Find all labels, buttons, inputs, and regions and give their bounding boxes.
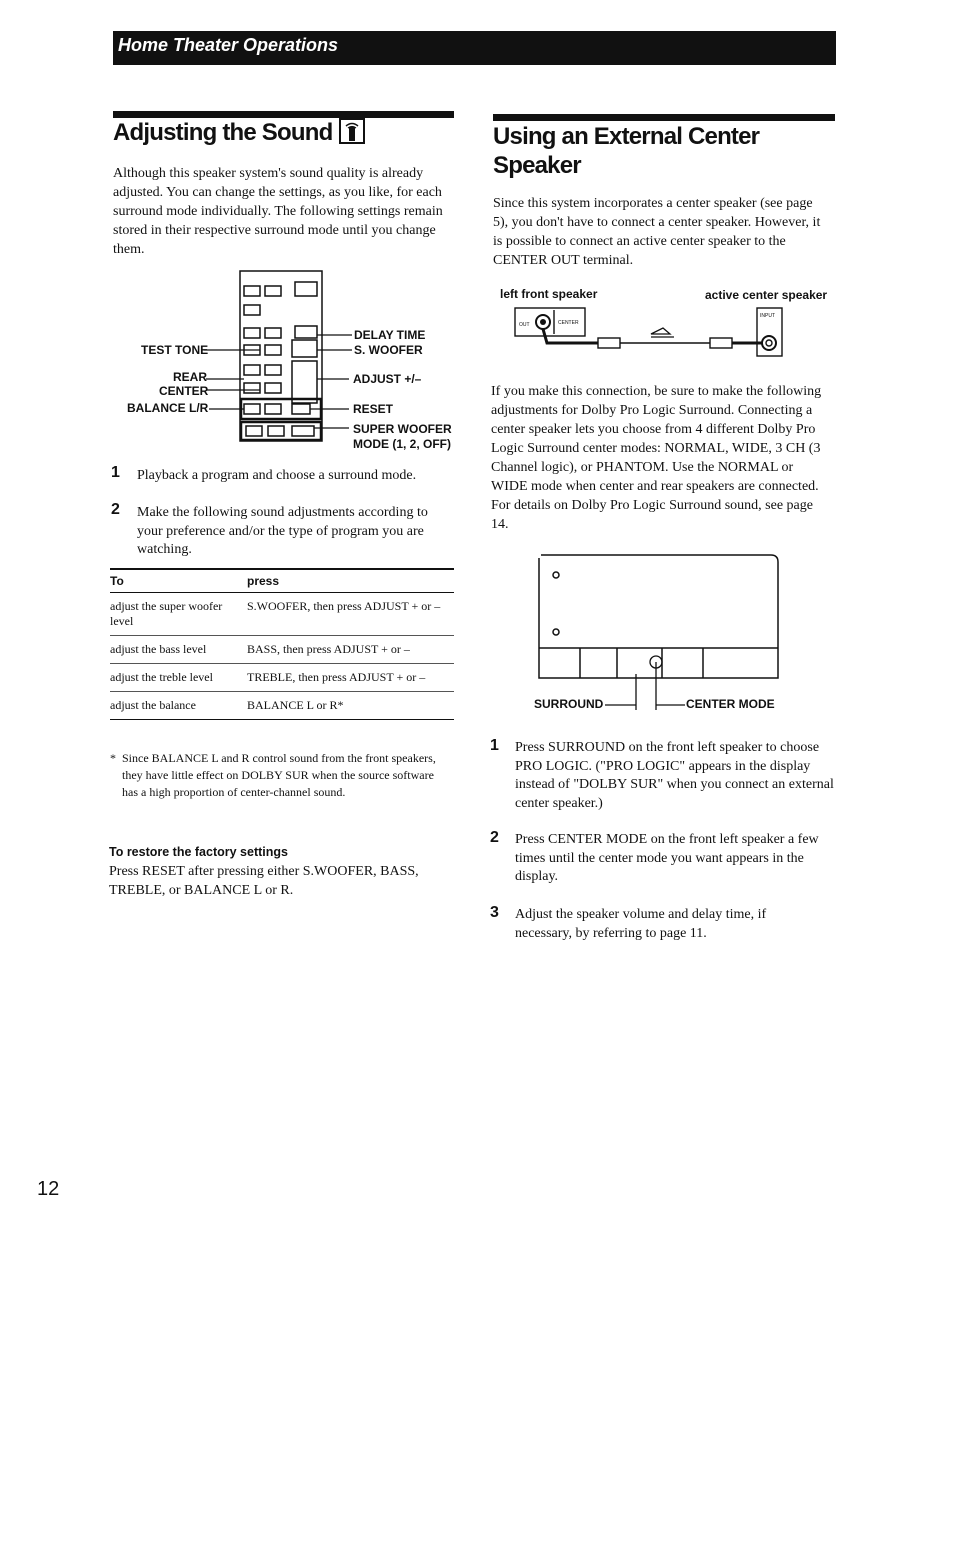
right-title-line-2: Speaker — [493, 152, 581, 179]
active-center-speaker-label: active center speaker — [705, 288, 828, 302]
left-title-rule — [113, 111, 454, 118]
right-step-1-number: 1 — [490, 737, 499, 754]
section-banner — [113, 31, 836, 65]
right-title-rule — [493, 114, 835, 121]
right-body: If you make this connection, be sure to make the following adjustments for Dolby Pro Logic Surround. Connecting a center speaker lets you choose from 4 different Dolby Pro Logic Surround center modes: NORMAL, WIDE, 3 CH (3 Channel logic), or PHANTOM. Use the NORMAL or WIDE mode when center and rear speakers are connected. For details on Dolby Pro Logic Surround sound, see page 14. — [491, 384, 822, 532]
table-cell: BASS, then press ADJUST + or – — [247, 636, 454, 664]
label-reset: RESET — [353, 402, 394, 416]
label-center: CENTER — [159, 384, 209, 398]
label-s-woofer: S. WOOFER — [354, 343, 423, 357]
section-title: Home Theater Operations — [118, 35, 339, 55]
table-row — [110, 664, 454, 692]
left-step-2-number: 2 — [111, 501, 120, 518]
table-cell: adjust the treble level — [110, 664, 247, 692]
table-row — [110, 636, 454, 664]
left-step-1-text: Playback a program and choose a surround mode. — [137, 468, 417, 483]
table-cell: TREBLE, then press ADJUST + or – — [247, 664, 454, 692]
footnote-mark: * — [110, 751, 116, 765]
right-step-2-text: Press CENTER MODE on the front left speaker a few times until the center mode you want appears in the display. — [515, 832, 819, 884]
left-step-2-text: Make the following sound adjustments according to your preference and/or the type of program you are watching. — [137, 505, 428, 557]
panel-callout-lines — [605, 700, 685, 715]
right-step-3-number: 3 — [490, 904, 499, 921]
out-label: OUT — [519, 322, 530, 328]
input-label: INPUT — [760, 313, 775, 319]
right-step-1-text: Press SURROUND on the front left speaker to choose PRO LOGIC. ("PRO LOGIC" appears in the display instead of "DOLBY SUR" when you connect an external center speaker.) — [515, 740, 834, 811]
restore-heading: To restore the factory settings — [109, 845, 288, 859]
label-delay-time: DELAY TIME — [354, 328, 426, 342]
right-intro: Since this system incorporates a center speaker (see page 5), you don't have to connect a center speaker. However, it is possible to connect an active center speaker to the CENTER OUT terminal. — [493, 196, 821, 268]
table-row — [110, 593, 454, 636]
label-adjust: ADJUST +/– — [353, 372, 422, 386]
left-front-speaker-label: left front speaker — [500, 287, 598, 301]
table-cell: BALANCE L or R* — [247, 692, 454, 720]
right-title-line-1: Using an External Center — [493, 123, 760, 150]
front-panel-diagram — [535, 550, 785, 710]
table-cell: adjust the bass level — [110, 636, 247, 664]
center-label: CENTER — [558, 320, 579, 326]
surround-label: SURROUND — [534, 697, 604, 711]
connection-diagram — [512, 305, 792, 360]
label-balance: BALANCE L/R — [127, 401, 209, 415]
adjustment-table — [110, 568, 454, 720]
right-step-3-text: Adjust the speaker volume and delay time, if necessary, by referring to page 11. — [515, 907, 767, 941]
left-title-wrap — [113, 118, 458, 147]
table-header-to: To — [110, 569, 247, 593]
left-intro: Although this speaker system's sound quality is already adjusted. You can change the settings, as you like, for each surround mode individually. The following settings remain stored in their respective surround mode until you change them. — [113, 166, 443, 257]
panel-outline — [539, 555, 778, 678]
table-row — [110, 692, 454, 720]
table-cell: adjust the super woofer level — [110, 593, 247, 636]
left-step-1-number: 1 — [111, 464, 120, 481]
table-header-row — [110, 569, 454, 593]
table-cell: adjust the balance — [110, 692, 247, 720]
remote-icon — [339, 118, 365, 144]
label-rear: REAR — [173, 370, 208, 384]
footnote-text: Since BALANCE L and R control sound from the front speakers, they have little effect on DOLBY SUR when the source software has a high proportion of center-channel sound. — [122, 751, 436, 799]
right-step-2-number: 2 — [490, 829, 499, 846]
page-number: 12 — [37, 1178, 60, 1200]
table-header-press: press — [247, 569, 454, 593]
right-title-wrap — [493, 122, 838, 180]
table-cell: S.WOOFER, then press ADJUST + or – — [247, 593, 454, 636]
restore-text: Press RESET after pressing either S.WOOFER, BASS, TREBLE, or BALANCE L or R. — [109, 864, 419, 898]
label-super-woofer: SUPER WOOFER — [353, 422, 452, 436]
label-test-tone: TEST TONE — [141, 343, 209, 357]
label-super-woofer-mode: MODE (1, 2, OFF) — [353, 437, 452, 451]
left-title: Adjusting the Sound — [113, 119, 333, 146]
center-mode-label: CENTER MODE — [686, 697, 775, 711]
